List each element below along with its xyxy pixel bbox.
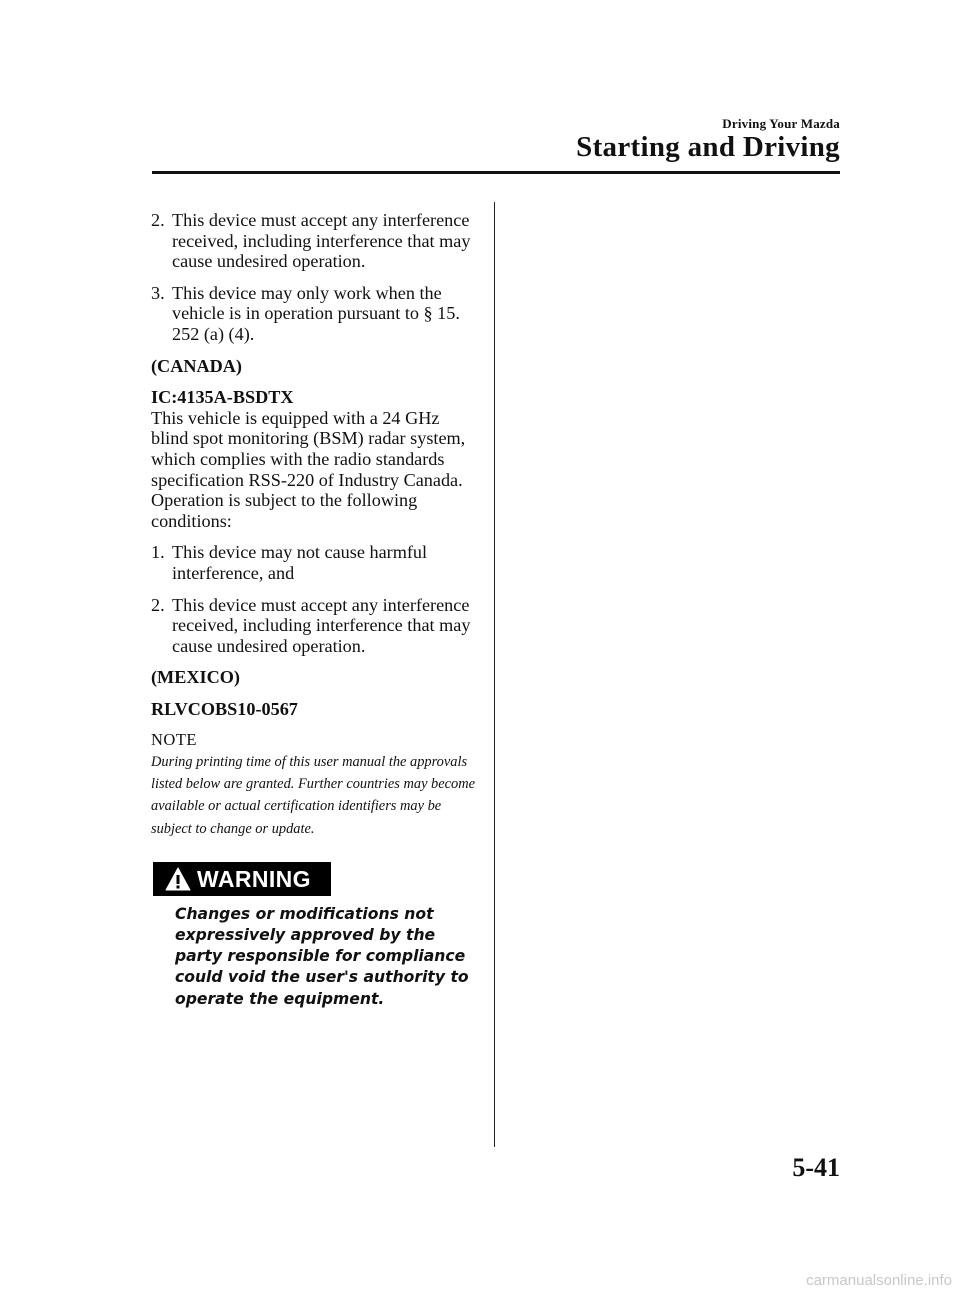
list-item-number: 1. — [151, 542, 165, 563]
list-item — [151, 283, 481, 345]
note-label: NOTE — [151, 730, 197, 750]
footer-watermark: carmanualsonline.info — [806, 1272, 952, 1289]
list-item-text: This device may not cause harmful interference, and — [172, 542, 428, 583]
list-item — [151, 595, 481, 657]
list-item-number: 2. — [151, 210, 165, 230]
mexico-certification-id: RLVCOBS10-0567 — [151, 698, 298, 719]
warning-label: WARNING — [197, 865, 311, 892]
list-item — [151, 210, 481, 272]
canada-heading: (CANADA) — [151, 355, 242, 376]
canada-body-text: This vehicle is equipped with a 24 GHz blind spot monitoring (BSM) radar system, which complies with the radio standards specification RSS-220 of Industry Canada. Operation is subject to the following conditions: — [151, 407, 466, 531]
note-text: During printing time of this user manual the approvals listed below are granted. Further countries may become available or actual certification identifiers may be subject to change or update. — [151, 754, 475, 837]
list-item-text: This device may only work when the vehicle is in operation pursuant to § 15. 252 (a) (4). — [172, 282, 460, 344]
mexico-heading: (MEXICO) — [151, 667, 240, 688]
canada-certification-id: IC:4135A-BSDTX — [151, 387, 294, 408]
section-subtitle: Driving Your Mazda — [722, 116, 840, 131]
header-rule — [152, 171, 840, 174]
list-item-text: This device must accept any interference received, including interference that may cause undesired operation. — [172, 594, 471, 656]
warning-triangle-icon — [165, 867, 191, 891]
section-title: Starting and Driving — [576, 131, 840, 163]
column-divider — [494, 202, 495, 1147]
list-item-number: 3. — [151, 282, 165, 303]
list-item-number: 2. — [151, 594, 165, 615]
warning-banner — [153, 862, 331, 896]
page-number: 5-41 — [792, 1153, 840, 1182]
list-item-text: This device must accept any interference received, including interference that may cause undesired operation. — [172, 210, 471, 272]
list-item — [151, 542, 481, 583]
canada-paragraph — [151, 387, 481, 531]
warning-text: Changes or modifications not expressively approved by the party responsible for compliance could void the user's authority to operate the equipment. — [175, 904, 469, 1008]
left-column — [151, 210, 481, 1010]
